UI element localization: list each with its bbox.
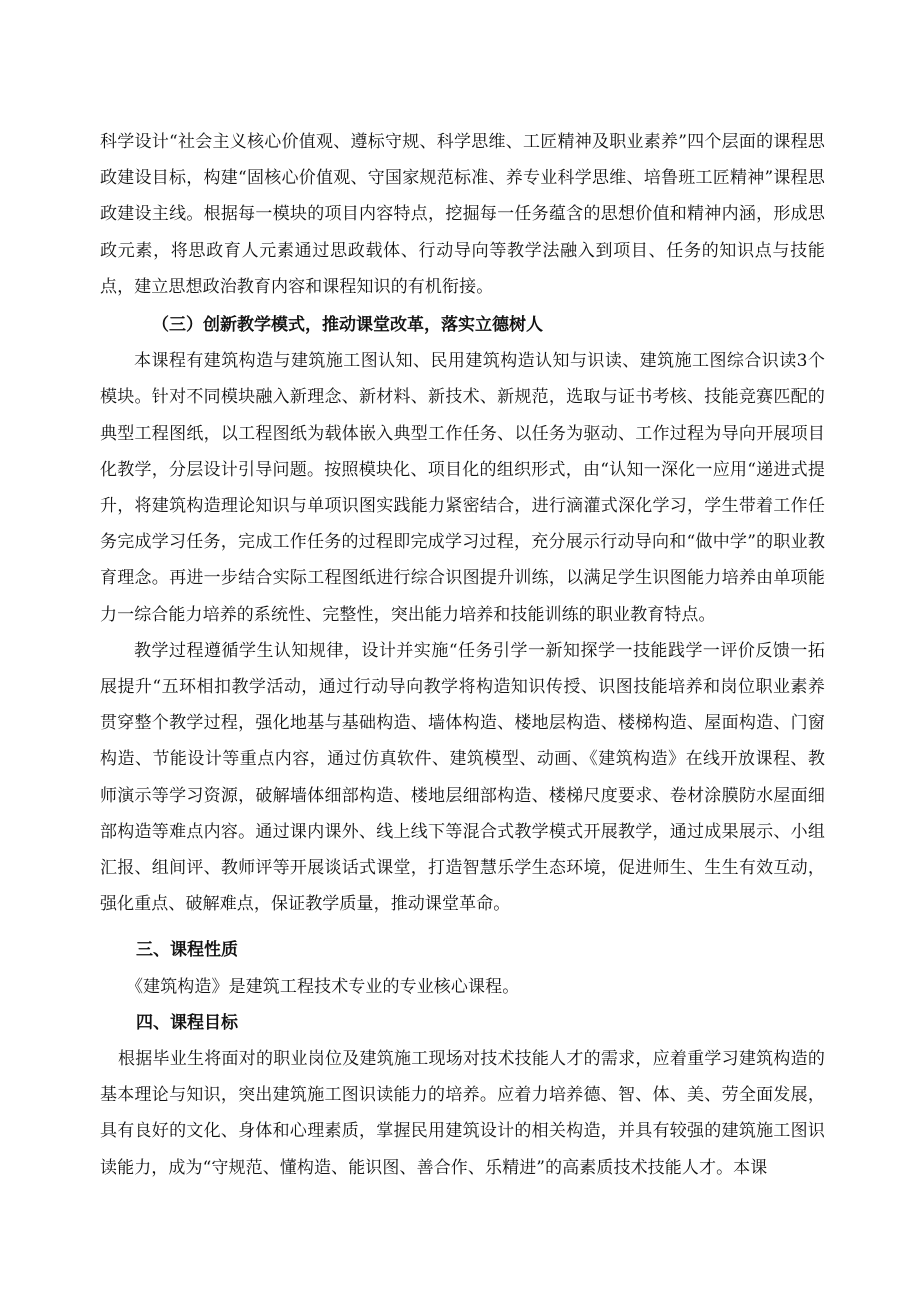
- heading-course-objectives: 四、课程目标: [136, 1012, 238, 1033]
- paragraph-course-objectives: 根据毕业生将面对的职业岗位及建筑施工现场对技术技能人才的需求，应着重学习建筑构造的基本理论与知识，突出建筑施工图识读能力的培养。应着力培养德、智、体、美、劳全面发展，具有良好的文化、身体和心理素质，掌握民用建筑设计的相关构造，并具有较强的建筑施工图识读能力，成为“守规范、懂构造、能识图、善合作、乐精进”的高素质技术技能人才。本课: [100, 1049, 825, 1178]
- paragraph-course-modules: 本课程有建筑构造与建筑施工图认知、民用建筑构造认知与识读、建筑施工图综合识读3个模块。针对不同模块融入新理念、新材料、新技术、新规范，选取与证书考核、技能竞赛匹配的典型工程图纸，以工程图纸为载体嵌入典型工作任务、以任务为驱动、工作过程为导向开展项目化教学，分层设计引导问题。按照模块化、项目化的组织形式，由“认知一深化一应用“递进式提升，将建筑构造理论知识与单项识图实践能力紧密结合，进行滴灌式深化学习，学生带着工作任务完成学习任务，完成工作任务的过程即完成学习过程，充分展示行动导向和“做中学”的职业教育理念。再进一步结合实际工程图纸进行综合识图提升训练，以满足学生识图能力培养由单项能力一综合能力培养的系统性、完整性，突出能力培养和技能训练的职业教育特点。: [100, 351, 825, 625]
- paragraph-teaching-process: 教学过程遵循学生认知规律，设计并实施“任务引学一新知探学一技能践学一评价反馈一拓展提升“五环相扣教学活动，通过行动导向教学将构造知识传授、识图技能培养和岗位职业素养贯穿整个教学过程，强化地基与基础构造、墙体构造、楼地层构造、楼梯构造、屋面构造、门窗构造、节能设计等重点内容，通过仿真软件、建筑模型、动画、《建筑构造》在线开放课程、教师演示等学习资源，破解墙体细部构造、楼地层细部构造、楼梯尺度要求、卷材涂膜防水屋面细部构造等难点内容。通过课内课外、线上线下等混合式教学模式开展教学，通过成果展示、小组汇报、组间评、教师评等开展谈话式课堂，打造智慧乐学生态环境，促进师生、生生有效互动，强化重点、破解难点，保证教学质量，推动课堂革命。: [100, 640, 825, 915]
- heading-course-nature: 三、课程性质: [136, 940, 238, 961]
- subheading-teaching-mode: （三）创新教学模式，推动课堂改革，落实立德树人: [152, 315, 543, 336]
- document-page: [100, 124, 825, 1186]
- paragraph-curriculum-ideology: 科学设计“社会主义核心价值观、遵标守规、科学思维、工匠精神及职业素养”四个层面的课程思政建设目标，构建“固核心价值观、守国家规范标准、养专业科学思维、培鲁班工匠精神”课程思政建设主线。根据每一模块的项目内容特点，挖掘每一任务蕴含的思想价值和精神内涵，形成思政元素，将思政育人元素通过思政载体、行动导向等教学法融入到项目、任务的知识点与技能点，建立思想政治教育内容和课程知识的有机衔接。: [100, 132, 825, 297]
- paragraph-course-nature: 《建筑构造》是建筑工程技术专业的专业核心课程。: [126, 976, 520, 997]
